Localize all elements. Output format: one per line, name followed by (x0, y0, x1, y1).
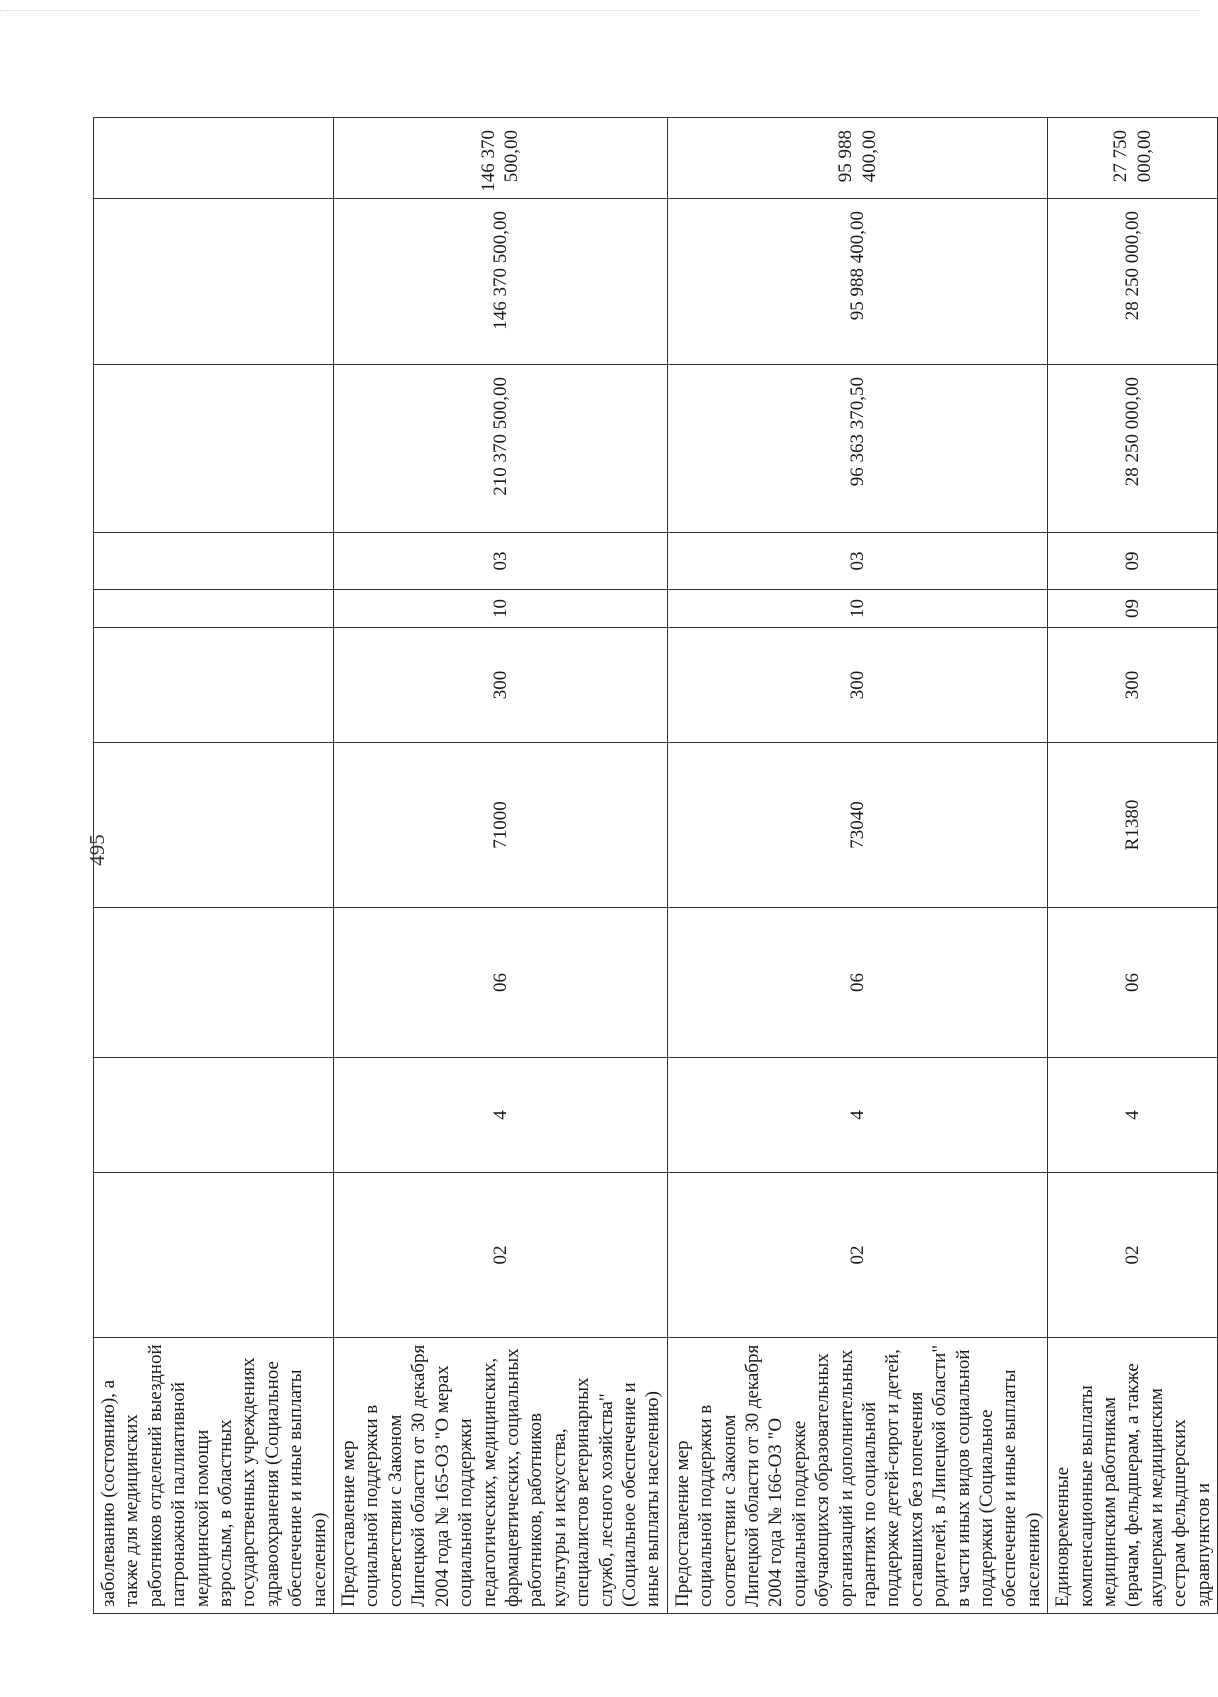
cell-code-2: 4 (667, 1058, 1048, 1173)
row-description: Предоставление мер социальной поддержки в соответствии с Законом Липецкой области от 30 декабря 2004 года № 165-ОЗ "О мерах социальной поддержки педагогических, медицинских, фармацевтических, социальных работников, работников культуры и искусства, специалистов ветеринарных служб, лесного хозяйства" (Социальное обеспечение и иные выплаты населению) (334, 1338, 668, 1614)
table-row (1048, 118, 1218, 1614)
cell-amount-1: 96 363 370,50 (667, 365, 1048, 533)
cell-code-3: 06 (1048, 908, 1218, 1058)
cell-amount-1: 210 370 500,00 (334, 365, 668, 533)
cell-code-2: 4 (1048, 1058, 1218, 1173)
cell-code-3: 06 (334, 908, 668, 1058)
scan-edge-line (0, 10, 1200, 11)
row-description: Предоставление мер социальной поддержки в соответствии с Законом Липецкой области от 30 декабря 2004 года № 166-ОЗ "О социальной поддержке обучающихся образовательных организаций и дополнительных гарантиях по социальной поддержке детей-сирот и детей, оставшихся без попечения родителей, в Липецкой области" в части иных видов социальной поддержки (Социальное обеспечение и иные выплаты населению) (667, 1338, 1048, 1614)
cell-code-4: 71000 (334, 743, 668, 908)
cell-amount-3: 146 370 500,00 (334, 118, 668, 199)
cell-code-7: 03 (334, 533, 668, 590)
table-row (94, 118, 334, 1614)
cell-amount-2: 95 988 400,00 (667, 199, 1048, 365)
cell-code-4: R1380 (1048, 743, 1218, 908)
cell-code-4: 73040 (667, 743, 1048, 908)
cell-code-6 (94, 590, 334, 628)
cell-amount-3: 95 988 400,00 (667, 118, 1048, 199)
rotated-table-wrapper (93, 118, 1214, 1614)
cell-code-6: 09 (1048, 590, 1218, 628)
page-number: 495 (85, 834, 109, 866)
cell-amount-1: 28 250 000,00 (1048, 365, 1218, 533)
cell-code-5 (94, 628, 334, 743)
cell-amount-2: 28 250 000,00 (1048, 199, 1218, 365)
cell-code-3: 06 (667, 908, 1048, 1058)
cell-code-1 (94, 1173, 334, 1338)
cell-code-5: 300 (334, 628, 668, 743)
cell-amount-1 (94, 365, 334, 533)
cell-code-3 (94, 908, 334, 1058)
cell-amount-2: 146 370 500,00 (334, 199, 668, 365)
cell-code-1: 02 (334, 1173, 668, 1338)
cell-code-5: 300 (667, 628, 1048, 743)
cell-code-7: 03 (667, 533, 1048, 590)
cell-amount-3 (94, 118, 334, 199)
cell-code-5: 300 (1048, 628, 1218, 743)
cell-code-2: 4 (334, 1058, 668, 1173)
table-row (334, 118, 668, 1614)
cell-amount-2 (94, 199, 334, 365)
budget-table (93, 117, 1218, 1614)
cell-code-1: 02 (1048, 1173, 1218, 1338)
cell-code-6: 10 (667, 590, 1048, 628)
table-row (667, 118, 1048, 1614)
cell-code-2 (94, 1058, 334, 1173)
cell-code-1: 02 (667, 1173, 1048, 1338)
cell-amount-3: 27 750 000,00 (1048, 118, 1218, 199)
row-description: заболеванию (состоянию), а также для медицинских работников отделений выездной патронажной паллиативной медицинской помощи взрослым, в областных государственных учреждениях здравоохранения (Социальное обеспечение и иные выплаты населению) (94, 1338, 334, 1614)
cell-code-6: 10 (334, 590, 668, 628)
cell-code-7: 09 (1048, 533, 1218, 590)
cell-code-4 (94, 743, 334, 908)
cell-code-7 (94, 533, 334, 590)
row-description: Единовременные компенсационные выплаты медицинским работникам (врачам, фельдшерам, а также акушеркам и медицинским сестрам фельдшерских здравпунктов и (1048, 1338, 1218, 1614)
